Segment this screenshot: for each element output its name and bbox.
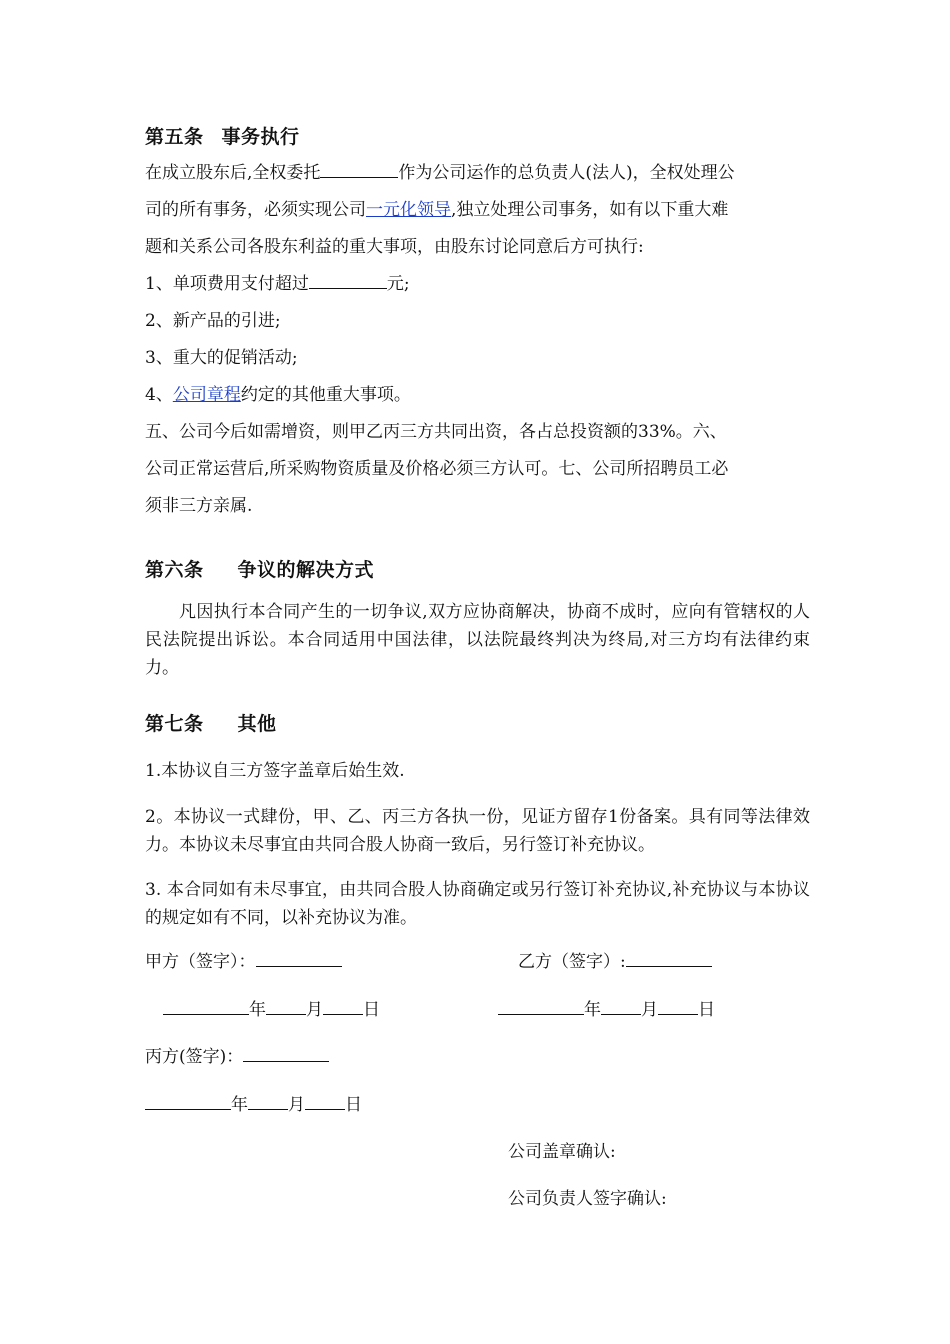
month-blank[interactable] (266, 998, 306, 1015)
article-5-para-line-3: 题和关系公司各股东利益的重大事项，由股东讨论同意后方可执行: (145, 237, 644, 257)
text-segment: 约定的其他重大事项。 (240, 385, 411, 405)
day-blank[interactable] (305, 1093, 345, 1110)
article-7-number: 第七条 (145, 713, 204, 735)
text-segment: 在成立股东后,全权委托 (145, 163, 321, 183)
article-5-para-5-line-1: 五、公司今后如需增资，则甲乙丙三方共同出资，各占总投资额的33%。六、 (145, 422, 727, 442)
article-5-item-2: 2、新产品的引进; (145, 311, 281, 331)
year-blank[interactable] (145, 1093, 231, 1110)
article-6-body: 凡因执行本合同产生的一切争议,双方应协商解决，协商不成时，应向有管辖权的人民法院提出诉讼。本合同适用中国法律，以法院最终判决为终局,对三方均有法律约束力。 (145, 602, 810, 678)
blank-line (309, 272, 387, 289)
month-blank[interactable] (248, 1093, 288, 1110)
article-5-number: 第五条 (145, 126, 204, 148)
party-a-signature-line[interactable] (256, 950, 342, 967)
party-a-date (163, 995, 380, 1025)
year-label: 年 (584, 1000, 601, 1020)
party-c-date (145, 1090, 362, 1120)
party-c-label: 丙方(签字)： (145, 1047, 244, 1067)
month-blank[interactable] (601, 998, 641, 1015)
article-5-item-3: 3、重大的促销活动; (145, 348, 298, 368)
article-5-heading (145, 122, 810, 149)
month-label: 月 (306, 1000, 323, 1020)
day-label: 日 (698, 1000, 715, 1020)
company-representative-confirmation: 公司负责人签字确认: (508, 1189, 667, 1209)
text-segment: 1、单项费用支付超过 (145, 274, 309, 294)
year-label: 年 (231, 1095, 248, 1115)
text-segment: 作为公司运作的总负责人(法人)，全权处理公 (398, 163, 735, 183)
company-seal-confirmation: 公司盖章确认: (508, 1142, 616, 1162)
article-5-title: 事务执行 (221, 126, 300, 148)
article-7-heading (145, 709, 810, 736)
article-5-para-line-1 (145, 155, 810, 192)
day-label: 日 (363, 1000, 380, 1020)
link-unified-leadership[interactable]: 一元化领导 (366, 200, 451, 220)
article-7-clause-2: 2。本协议一式肆份，甲、乙、丙三方各执一份，见证方留存1份备案。具有同等法律效力。本协议未尽事宜由共同合股人协商一致后，另行签订补充协议。 (145, 807, 810, 855)
article-5-para-5-line-2: 公司正常运营后,所采购物资质量及价格必须三方认可。七、公司所招聘员工必 (145, 459, 729, 479)
month-label: 月 (641, 1000, 658, 1020)
party-b-label: 乙方（签字）: (518, 952, 626, 972)
party-b-signature (518, 947, 712, 977)
article-7-title: 其他 (237, 713, 277, 735)
article-5-body (145, 155, 810, 525)
party-b-date (498, 995, 715, 1025)
year-blank[interactable] (163, 998, 249, 1015)
party-a-label: 甲方（签字）： (145, 952, 256, 972)
month-label: 月 (288, 1095, 305, 1115)
party-a-signature (145, 947, 342, 977)
text-segment: ,独立处理公司事务，如有以下重大难 (451, 200, 729, 220)
link-articles-of-association[interactable]: 公司章程 (172, 385, 241, 405)
party-c-signature (145, 1042, 329, 1072)
article-7-clause-3: 3. 本合同如有未尽事宜，由共同合股人协商确定或另行签订补充协议,补充协议与本协议的规定如有不同，以补充协议为准。 (145, 880, 810, 928)
text-segment: 司的所有事务，必须实现公司 (145, 200, 366, 220)
text-segment: 元; (386, 274, 410, 294)
party-b-signature-line[interactable] (626, 950, 712, 967)
article-7-clause-1: 1.本协议自三方签字盖章后始生效. (145, 761, 405, 781)
day-blank[interactable] (658, 998, 698, 1015)
text-segment: 4、 (145, 385, 173, 405)
article-5-para-5-line-3: 须非三方亲属. (145, 496, 253, 516)
year-blank[interactable] (498, 998, 584, 1015)
article-5-item-1 (145, 266, 810, 303)
year-label: 年 (249, 1000, 266, 1020)
article-6-number: 第六条 (145, 559, 204, 581)
day-label: 日 (345, 1095, 362, 1115)
article-6-title: 争议的解决方式 (237, 559, 375, 581)
blank-line (320, 161, 398, 178)
day-blank[interactable] (323, 998, 363, 1015)
article-5-item-4 (145, 377, 810, 414)
article-5-para-line-2 (145, 192, 810, 229)
article-6-heading (145, 555, 810, 582)
party-c-signature-line[interactable] (243, 1045, 329, 1062)
